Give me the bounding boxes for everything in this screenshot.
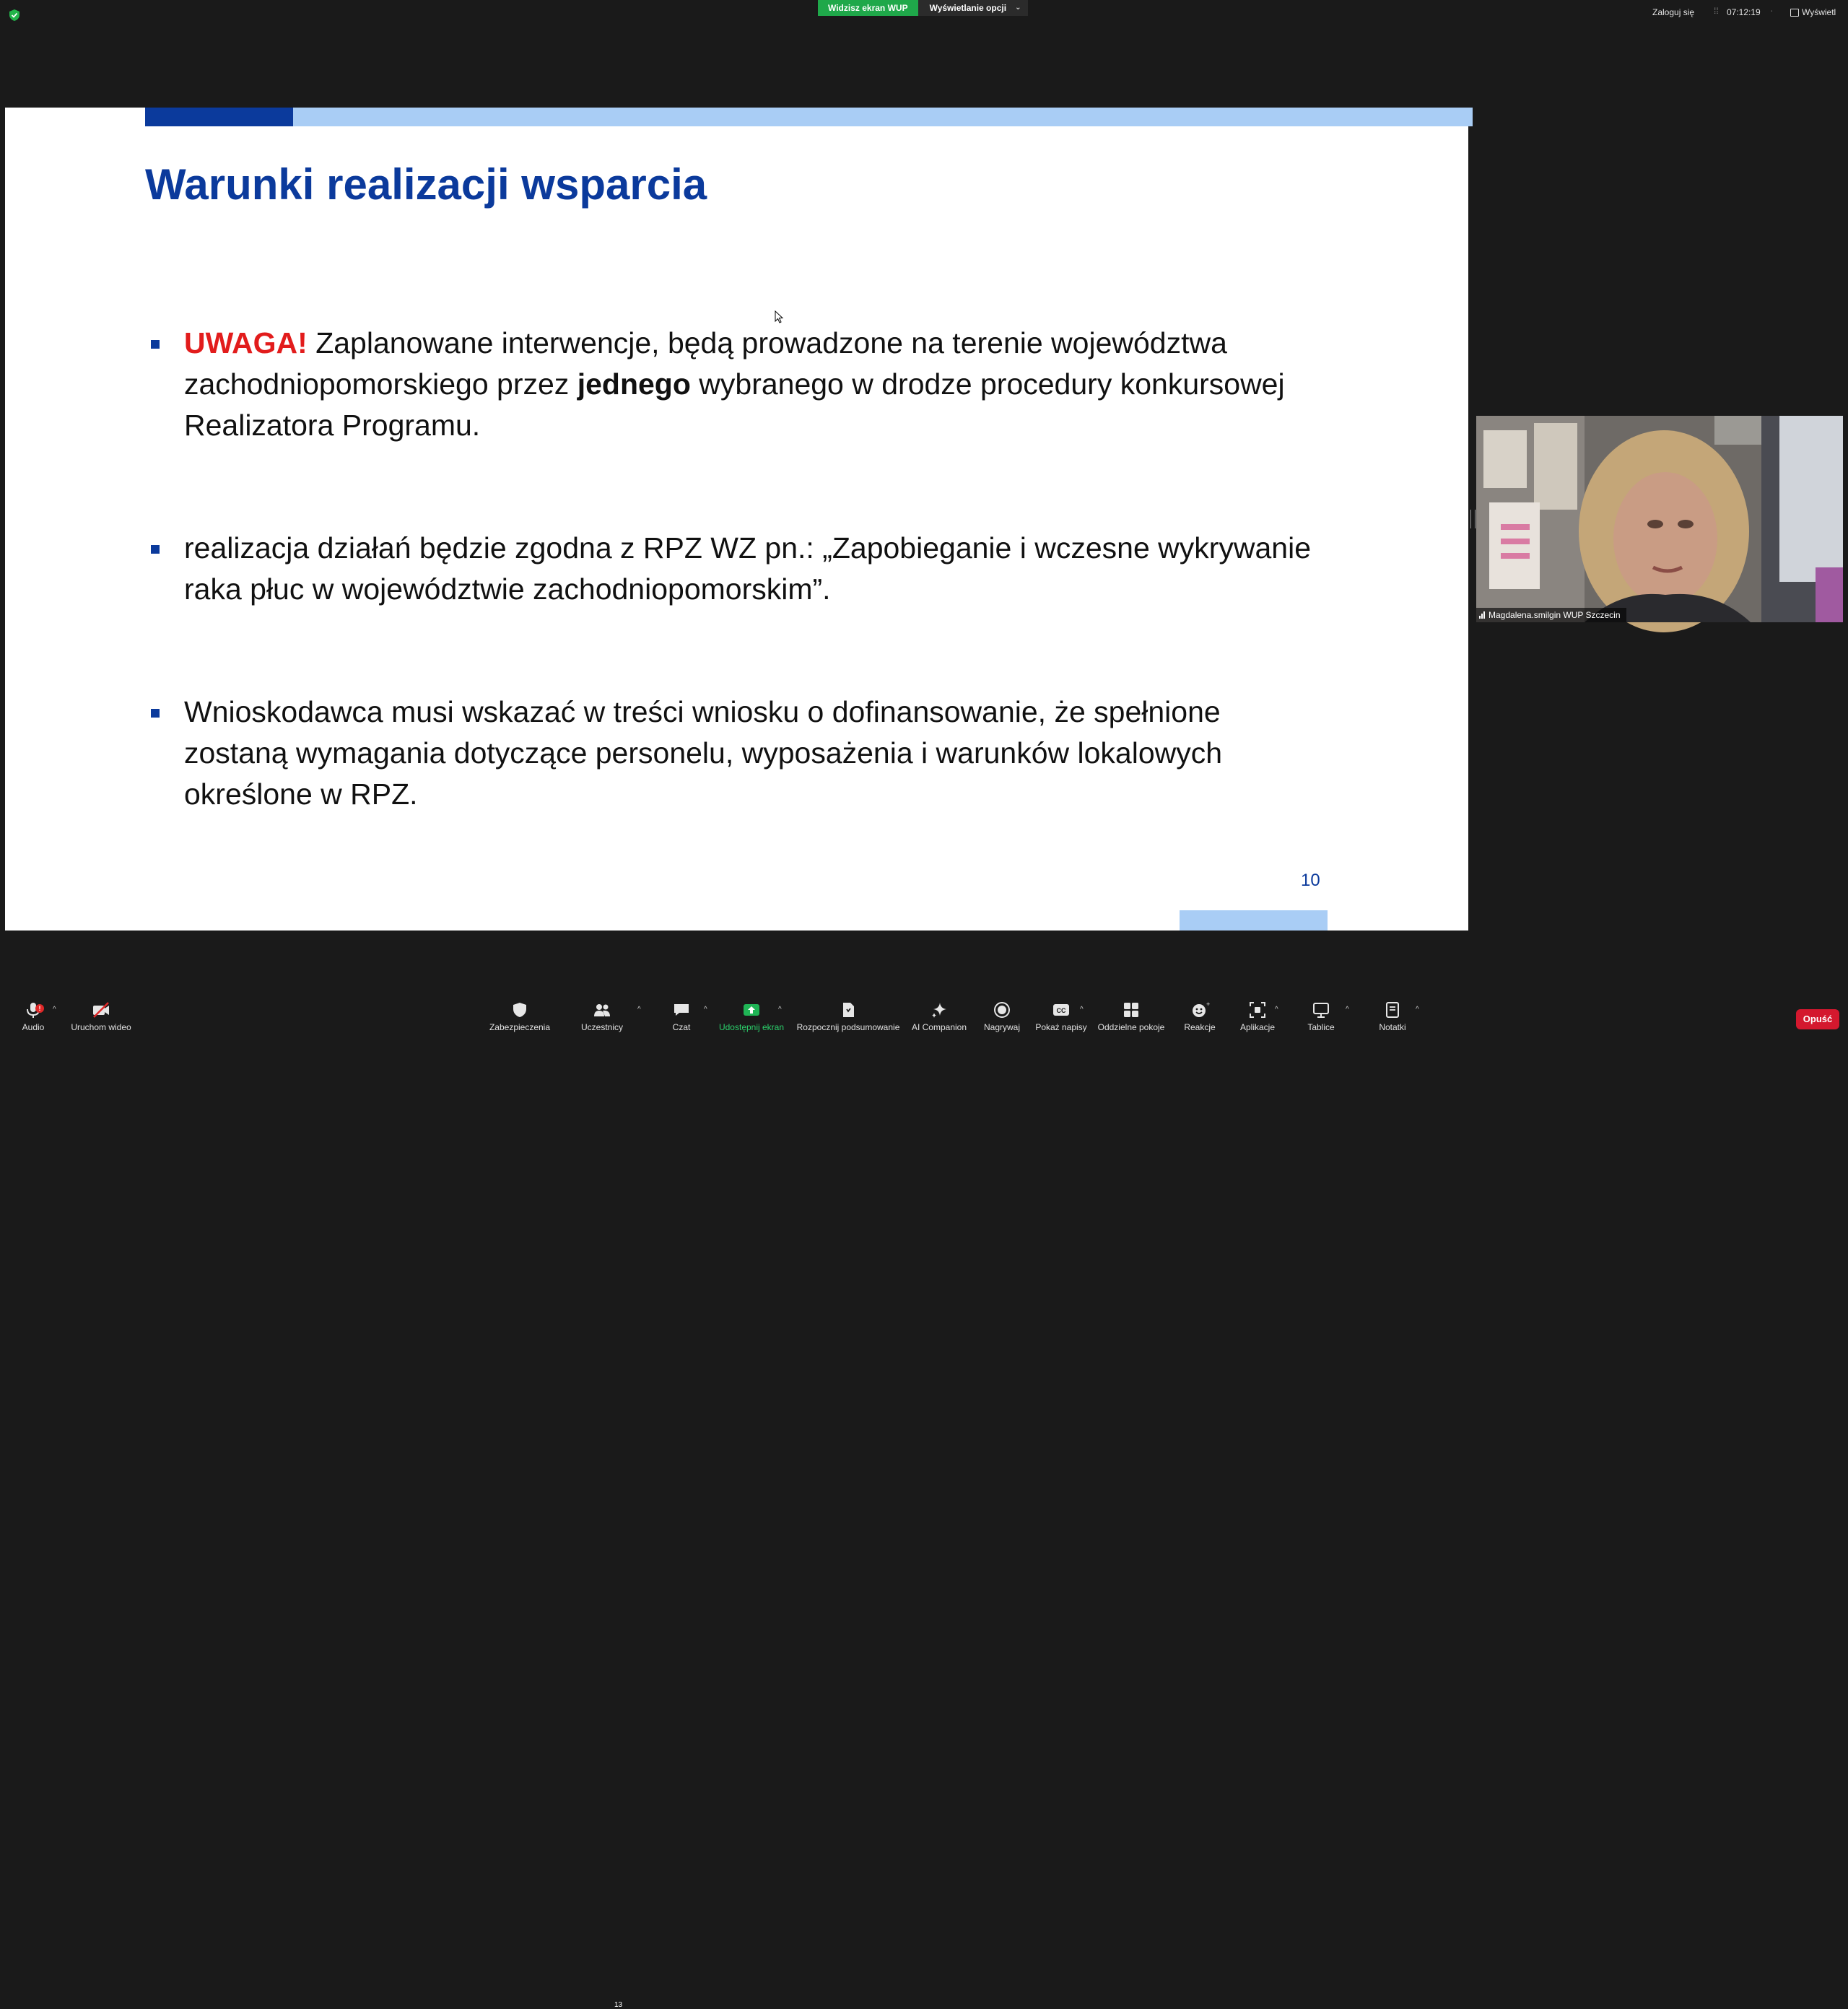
view-button[interactable] [1790,7,1836,17]
bullet-square-icon [151,545,160,554]
top-bar [0,0,1848,29]
participants-count: 13 [614,2001,623,2009]
bullet-bold-text: jednego [577,367,691,401]
audio-warning-badge: ! [35,1004,44,1013]
breakout-rooms-icon [1122,1001,1141,1019]
participant-video-tile[interactable] [1476,416,1843,622]
breakout-rooms-label: Oddzielne pokoje [1097,1022,1165,1032]
start-summary-label: Rozpocznij podsumowanie [796,1022,900,1032]
view-options-button[interactable] [918,0,1029,16]
whiteboards-label: Tablice [1307,1022,1335,1032]
captions-icon [1052,1001,1071,1019]
whiteboard-icon [1312,1001,1330,1019]
warning-label: UWAGA! [184,326,308,359]
chat-label: Czat [672,1022,691,1032]
bullet-item [145,692,1329,815]
shield-icon [510,1001,529,1019]
apps-icon [1248,1001,1267,1019]
notes-options-caret[interactable]: ^ [1416,1006,1419,1014]
meeting-timer: 07:12:19 [1727,7,1761,17]
audio-label: Audio [22,1022,45,1032]
participants-options-caret[interactable]: ^ [637,1006,641,1014]
notes-button[interactable] [1346,1001,1439,1032]
share-screen-icon [742,1001,761,1019]
participant-name-tag [1476,608,1626,622]
bullet-square-icon [151,340,160,349]
slide-title: Warunki realizacji wsparcia [145,160,707,209]
whiteboards-options-caret[interactable]: ^ [1346,1006,1349,1014]
bullet-item [145,528,1329,610]
reactions-label: Reakcje [1184,1022,1216,1032]
ai-companion-label: AI Companion [911,1022,967,1032]
participants-icon [593,1001,611,1019]
start-video-button[interactable] [54,1001,148,1032]
share-screen-button[interactable] [705,1001,798,1032]
slide-footer-bar [1180,910,1328,931]
apps-label: Aplikacje [1239,1022,1276,1032]
participants-label: Uczestnicy [580,1022,623,1032]
leave-meeting-button[interactable]: Opuść [1796,1009,1839,1029]
view-layout-icon [1790,9,1799,17]
mouse-cursor-icon [775,310,785,325]
record-label: Nagrywaj [983,1022,1020,1032]
bullet-text-part: Zaplanowane interwencje, będą prowadzone na terenie województwa zachodniopomorskiego przez [184,326,1227,401]
bullet-text: realizacja działań będzie zgodna z RPZ WZ pn.: „Zapobieganie i wczesne wykrywanie raka płuc w województwie zachodniopomorskim”. [184,531,1312,606]
bullet-text [184,323,1329,446]
view-label: Wyświetl [1802,7,1836,17]
bullet-text-part: wybranego w drodze procedury konkursowej Realizatora Programu. [184,367,1285,442]
svg-text:+: + [1206,1001,1211,1008]
security-label: Zabezpieczenia [489,1022,551,1032]
chevron-down-icon: ⌄ [1015,4,1021,12]
bullet-item [145,323,1329,446]
bullet-text: Wnioskodawca musi wskazać w treści wniosku o dofinansowanie, że spełnione zostaną wymagania dotyczące personelu, wyposażenia i warunków lokalowych określone w RPZ. [184,695,1223,811]
share-status-label: Widzisz ekran WUP [818,0,918,16]
share-screen-label: Udostępnij ekran [718,1022,785,1032]
bullet-square-icon [151,709,160,718]
summary-icon [839,1001,858,1019]
share-options-caret[interactable]: ^ [778,1006,782,1014]
record-icon [993,1001,1011,1019]
reaction-icon [1190,1001,1209,1019]
captions-label: Pokaż napisy [1035,1022,1087,1032]
slide-header-bar-light [293,108,1473,126]
notes-icon [1383,1001,1402,1019]
video-off-icon [92,1001,110,1019]
start-summary-button[interactable] [796,1001,900,1032]
participant-name: Magdalena.smilgin WUP Szczecin [1489,610,1621,620]
slide-header-bar-dark [145,108,293,126]
panel-resize-handle[interactable] [1470,510,1476,528]
captions-options-caret[interactable]: ^ [1080,1006,1084,1014]
encryption-shield-icon[interactable] [9,9,20,22]
screen-share-pill [818,0,1028,16]
signal-strength-icon [1479,611,1485,619]
login-button[interactable]: Zaloguj się [1652,7,1695,17]
notes-label: Notatki [1379,1022,1406,1032]
view-options-label: Wyświetlanie opcji [929,3,1007,13]
apps-options-caret[interactable]: ^ [1275,1006,1278,1014]
meeting-toolbar [0,996,1848,2009]
shared-slide [5,108,1468,931]
chat-icon [672,1001,691,1019]
sparkle-icon [930,1001,949,1019]
chat-options-caret[interactable]: ^ [704,1006,707,1014]
svg-text:CC: CC [1056,1007,1066,1014]
slide-page-number: 10 [1301,871,1320,890]
separator-dot: · [1770,4,1774,16]
participant-video-frame [1476,416,1843,622]
start-video-label: Uruchom wideo [71,1022,131,1032]
timer-icon: ⁞⁞ [1714,6,1719,16]
audio-options-caret[interactable]: ^ [53,1006,56,1014]
security-button[interactable] [473,1001,567,1032]
